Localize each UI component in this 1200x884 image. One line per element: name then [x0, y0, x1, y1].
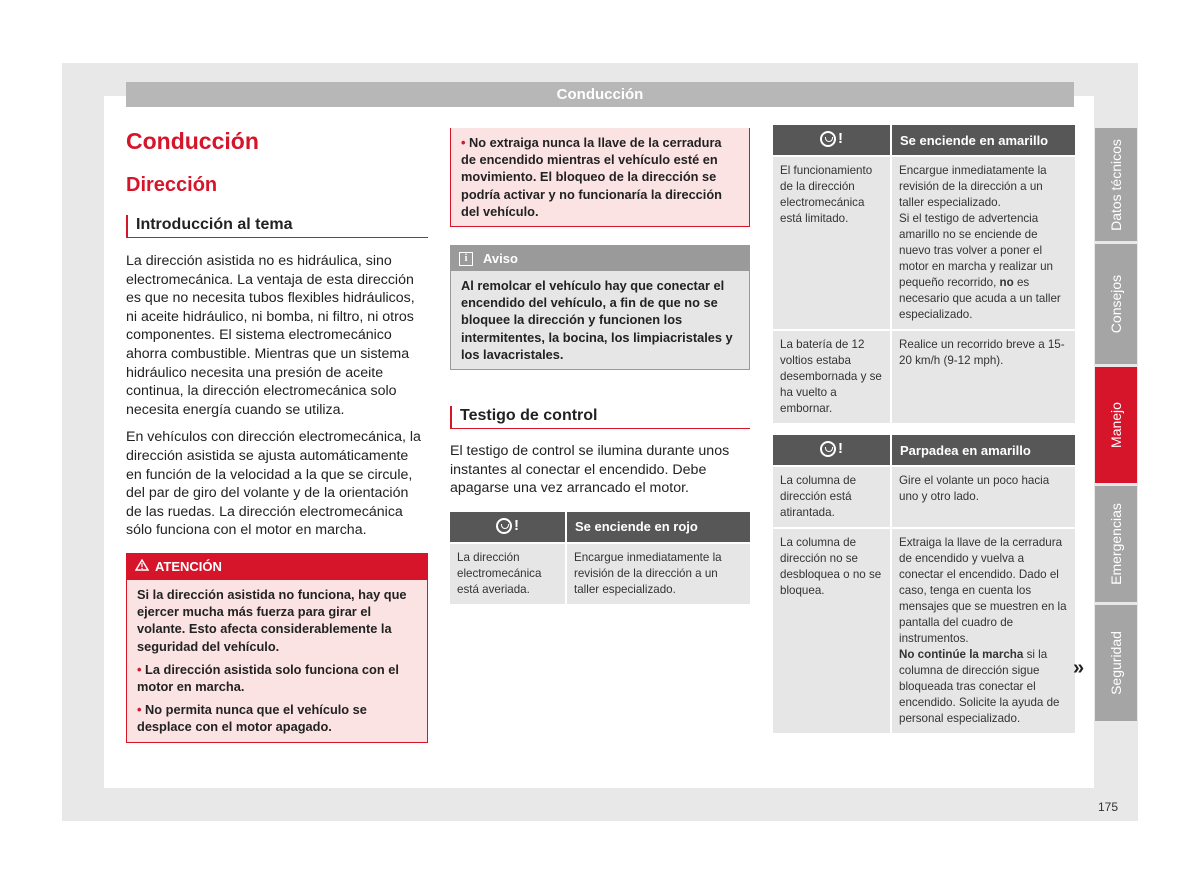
warning-box-continued [450, 128, 750, 227]
note-header [451, 246, 749, 271]
chapter-tabs [1095, 128, 1137, 724]
bullet-icon: • [461, 135, 466, 150]
column-1 [126, 125, 428, 743]
warning-item [137, 701, 417, 735]
table-cell-action: Encargue inmediatamente la revisión de la dirección a un taller especializado. Si el testigo de advertencia amarillo no se enciende de nuevo tras volver a poner el motor en marcha y realizar un pequeño recorrido, no es necesario que acuda a un taller especializado. [892, 155, 1075, 329]
subsection-heading: Testigo de control [450, 406, 750, 429]
info-icon: i [459, 252, 473, 266]
intro-paragraph: La dirección asistida no es hidráulica, sino electromecánica. La ventaja de esta dirección es que no necesita tubos flexibles hidráulicos, ni aceite hidráulico, ni bomba, ni filtro, ni otros componentes. El sistema electromecánico ahorra combustible. Mientras que un sistema hidráulico necesita una presión de aceite continua, la dirección electromecánica solo necesita energía cuando se utiliza. [126, 253, 415, 418]
table-row [773, 155, 1075, 329]
table-cell-cause: La dirección electromecánica está averiada. [450, 542, 567, 604]
steering-warning-icon: ! [450, 512, 567, 542]
table-cell-action: Gire el volante un poco hacia uno y otro lado. [892, 465, 1075, 527]
control-light-paragraph: El testigo de control se ilumina durante unos instantes al conectar el encendido. Debe apagarse una vez arrancado el motor. [450, 443, 730, 497]
warning-box [126, 553, 428, 743]
note-body: Al remolcar el vehículo hay que conectar el encendido del vehículo, a fin de que no se bloquee la dirección y funcionen los intermitentes, la bocina, los limpiacristales y los lavacristales. [461, 278, 733, 362]
table-header: Se enciende en rojo [567, 512, 750, 542]
table-cell-action: Encargue inmediatamente la revisión de la dirección a un taller especializado. [567, 542, 750, 604]
warning-item [137, 661, 417, 695]
warning-intro: Si la dirección asistida no funciona, hay que ejercer mucha más fuerza para girar el volante. Esto afecta considerablemente la seguridad del vehículo. [137, 586, 407, 654]
column-3 [773, 125, 1075, 733]
table-cell-cause: La batería de 12 voltios estaba desembornada y se ha vuelto a embornar. [773, 329, 892, 423]
table-cell-action: Extraiga la llave de la cerradura de encendido y vuelva a conectar el encendido. Dado el caso, tenga en cuenta los mensajes que se muestren en la pantalla del cuadro de instrumentos. No continúe la marcha si la columna de dirección sigue bloqueada tras conectar el encendido. Solicite la ayuda de personal especializado. [892, 527, 1075, 733]
intro-paragraph-2: En vehículos con dirección electromecánica, la dirección asistida se ajusta automáticamente en función de la velocidad a la que se circule, del par de giro del volante y de la orientación de las ruedas. La dirección electromecánica sólo funciona con el motor en marcha. [126, 429, 421, 539]
warning-item-text: No extraiga nunca la llave de la cerradura de encendido mientras el vehículo esté en movimiento. El bloqueo de la dirección se podría activar y no funcionaría la dirección del vehículo. [461, 135, 722, 219]
table-row [773, 527, 1075, 733]
page-number: 175 [1098, 800, 1119, 814]
warning-continued-body [451, 128, 749, 226]
table-row [450, 542, 750, 604]
warning-title: ATENCIÓN [155, 558, 222, 574]
tab-datos-tecnicos[interactable]: Datos técnicos [1095, 128, 1137, 241]
note-title: Aviso [483, 251, 518, 267]
tab-manejo[interactable]: Manejo [1095, 367, 1137, 483]
running-header: Conducción [126, 82, 1074, 107]
indicator-table-yellow [773, 125, 1075, 423]
tab-consejos[interactable]: Consejos [1095, 244, 1137, 364]
continue-arrow-icon: » [1073, 657, 1085, 679]
bullet-icon: • [137, 702, 142, 718]
table-cell-cause: La columna de dirección está atirantada. [773, 465, 892, 527]
bullet-icon: • [137, 661, 142, 677]
section-title: Dirección [126, 174, 218, 196]
steering-warning-icon: ! [773, 125, 892, 155]
note-box [450, 245, 750, 370]
steering-warning-icon: ! [773, 435, 892, 465]
column-2 [450, 125, 750, 604]
table-cell-cause: El funcionamiento de la dirección electromecánica está limitado. [773, 155, 892, 329]
table-cell-cause: La columna de dirección no se desbloquea o no se bloquea. [773, 527, 892, 733]
warning-item-text: No permita nunca que el vehículo se desplace con el motor apagado. [137, 702, 367, 735]
table-row [773, 465, 1075, 527]
warning-triangle-icon [135, 559, 149, 575]
tab-seguridad[interactable]: Seguridad [1095, 605, 1137, 721]
warning-header [127, 554, 427, 580]
subsection-heading: Introducción al tema [126, 215, 428, 238]
indicator-table-blinking [773, 435, 1075, 733]
table-header: Parpadea en amarillo [892, 435, 1075, 465]
warning-body [127, 580, 427, 742]
table-header: Se enciende en amarillo [892, 125, 1075, 155]
table-row [773, 329, 1075, 423]
chapter-title: Conducción [126, 128, 259, 154]
tab-emergencias[interactable]: Emergencias [1095, 486, 1137, 602]
table-cell-action: Realice un recorrido breve a 15-20 km/h (9-12 mph). [892, 329, 1075, 423]
indicator-table-red [450, 512, 750, 604]
warning-item-text: La dirección asistida solo funciona con el motor en marcha. [137, 661, 399, 694]
